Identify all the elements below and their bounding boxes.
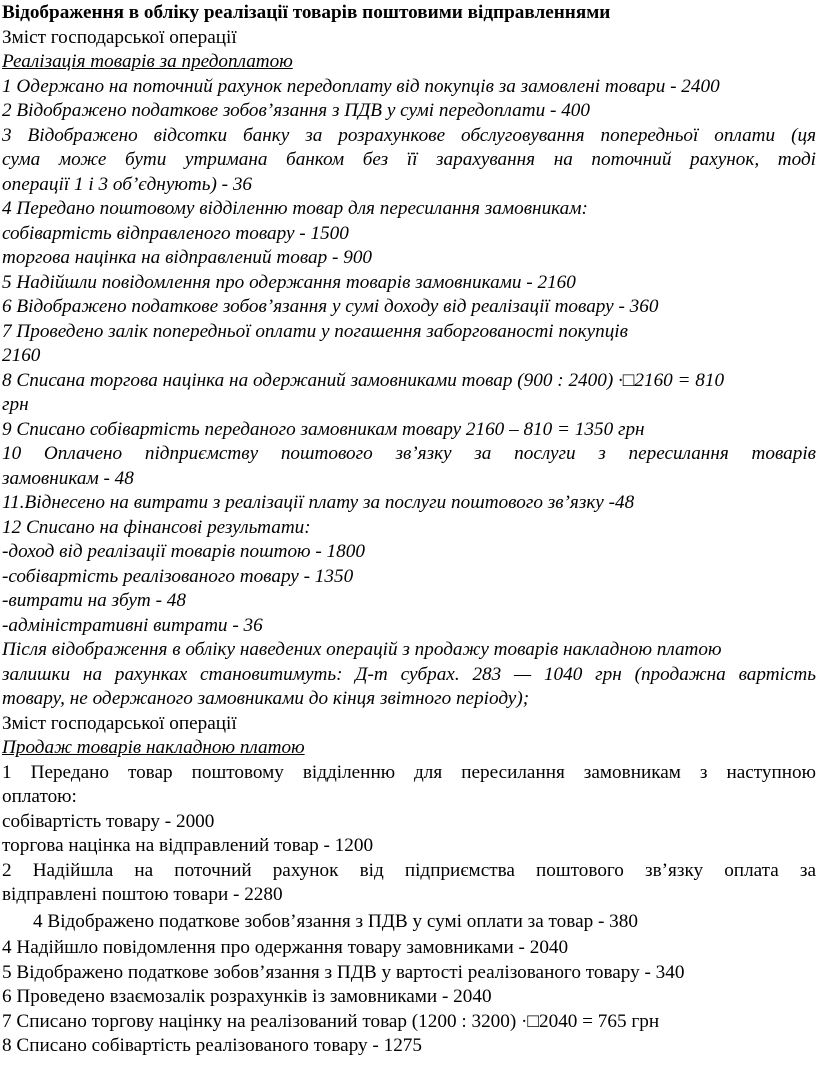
s1-line-7: собівартість відправленого товару - 1500: [2, 222, 349, 244]
s2-line-11: 7 Списано торгову націнку на реалізований товар (1200 : 3200) ·□2040 = 765 грн: [2, 1010, 660, 1032]
s2-line-6: відправлені поштою товари - 2280: [2, 884, 283, 905]
s1-line-16: 10 Оплачено підприємству поштового зв’язку за послуги з пересилання товарів: [2, 443, 816, 464]
s2-line-5: 2 Надійшла на поточний рахунок від підприємства поштового зв’язку оплата за: [2, 859, 816, 881]
s1-line-9: 5 Надійшли повідомлення про одержання товарів замовниками - 2160: [2, 271, 576, 293]
s1-line-25: залишки на рахунках становитимуть: Д-т субрах. 283 — 1040 грн (продажна вартість: [2, 663, 816, 685]
s2-line-12: 8 Списано собівартість реалізованого товару - 1275: [2, 1035, 422, 1056]
document-page: [0, 1, 816, 1084]
s1-line-10: 6 Відображено податкове зобов’язання у сумі доходу від реалізації товару - 360: [2, 296, 659, 317]
s2-line-2: оплатою:: [2, 786, 77, 807]
s1-line-26: товару, не одержаного замовниками до кінця звітного періоду);: [2, 688, 530, 709]
s1-line-5: операції 1 і 3 об’єднують) - 36: [2, 173, 253, 195]
s1-line-22: -витрати на збут - 48: [2, 590, 186, 611]
s1-line-17: замовникам - 48: [2, 467, 134, 489]
s1-line-13: 8 Списана торгова націнка на одержаний замовниками товар (900 : 2400) ·□2160 = 810: [2, 369, 725, 391]
s1-line-6: 4 Передано поштовому відділенню товар для пересилання замовникам:: [2, 198, 588, 219]
s1-line-18: 11.Віднесено на витрати з реалізації плату за послуги поштового зв’язку -48: [2, 492, 635, 513]
s1-line-8: торгова націнка на відправлений товар - 900: [2, 247, 373, 268]
section1-subheader: Реалізація товарів за предоплатою: [2, 51, 293, 72]
section2-subheader: Продаж товарів накладною платою: [2, 737, 305, 758]
s2-line-1: 1 Передано товар поштовому відділенню для пересилання замовникам з наступною: [2, 761, 816, 783]
s1-line-15: 9 Списано собівартість переданого замовникам товару 2160 – 810 = 1350 грн: [2, 418, 645, 440]
s1-line-23: -адміністративні витрати - 36: [2, 614, 263, 636]
section2-header: Зміст господарської операції: [2, 712, 237, 734]
s1-line-19: 12 Списано на фінансові результати:: [2, 516, 311, 538]
s1-line-4: сума може бути утримана банком без її зарахування на поточний рахунок, тоді: [2, 149, 816, 170]
s1-line-11: 7 Проведено залік попередньої оплати у погашення заборгованості покупців: [2, 320, 628, 342]
document-title: Відображення в обліку реалізації товарів поштовими відправленнями: [2, 2, 611, 23]
s1-line-2: 2 Відображено податкове зобов’язання з ПДВ у сумі передоплати - 400: [2, 100, 590, 121]
s1-line-14: грн: [2, 394, 29, 415]
s2-line-9: 5 Відображено податкове зобов’язання з ПДВ у вартості реалізованого товару - 340: [2, 961, 685, 983]
s1-line-1: 1 Одержано на поточний рахунок передоплату від покупців за замовлені товари - 2400: [2, 75, 720, 97]
s1-line-20: -доход від реалізації товарів поштою - 1800: [2, 541, 365, 562]
s1-line-21: -собівартість реалізованого товару - 1350: [2, 565, 354, 587]
s2-line-4: торгова націнка на відправлений товар - 1200: [2, 835, 374, 856]
s2-line-10: 6 Проведено взаємозалік розрахунків із замовниками - 2040: [2, 986, 492, 1007]
s2-line-7: 4 Відображено податкове зобов’язання з ПДВ у сумі оплати за товар - 380: [33, 910, 638, 932]
s1-line-24: Після відображення в обліку наведених операцій з продажу товарів накладною платою: [2, 639, 722, 660]
s1-line-12: 2160: [2, 345, 41, 366]
section1-header: Зміст господарської операції: [2, 26, 237, 48]
s1-line-3: 3 Відображено відсотки банку за розрахункове обслуговування попередньої оплати (ця: [2, 124, 816, 146]
s2-line-3: собівартість товару - 2000: [2, 810, 215, 832]
s2-line-8: 4 Надійшло повідомлення про одержання товару замовниками - 2040: [2, 937, 569, 958]
